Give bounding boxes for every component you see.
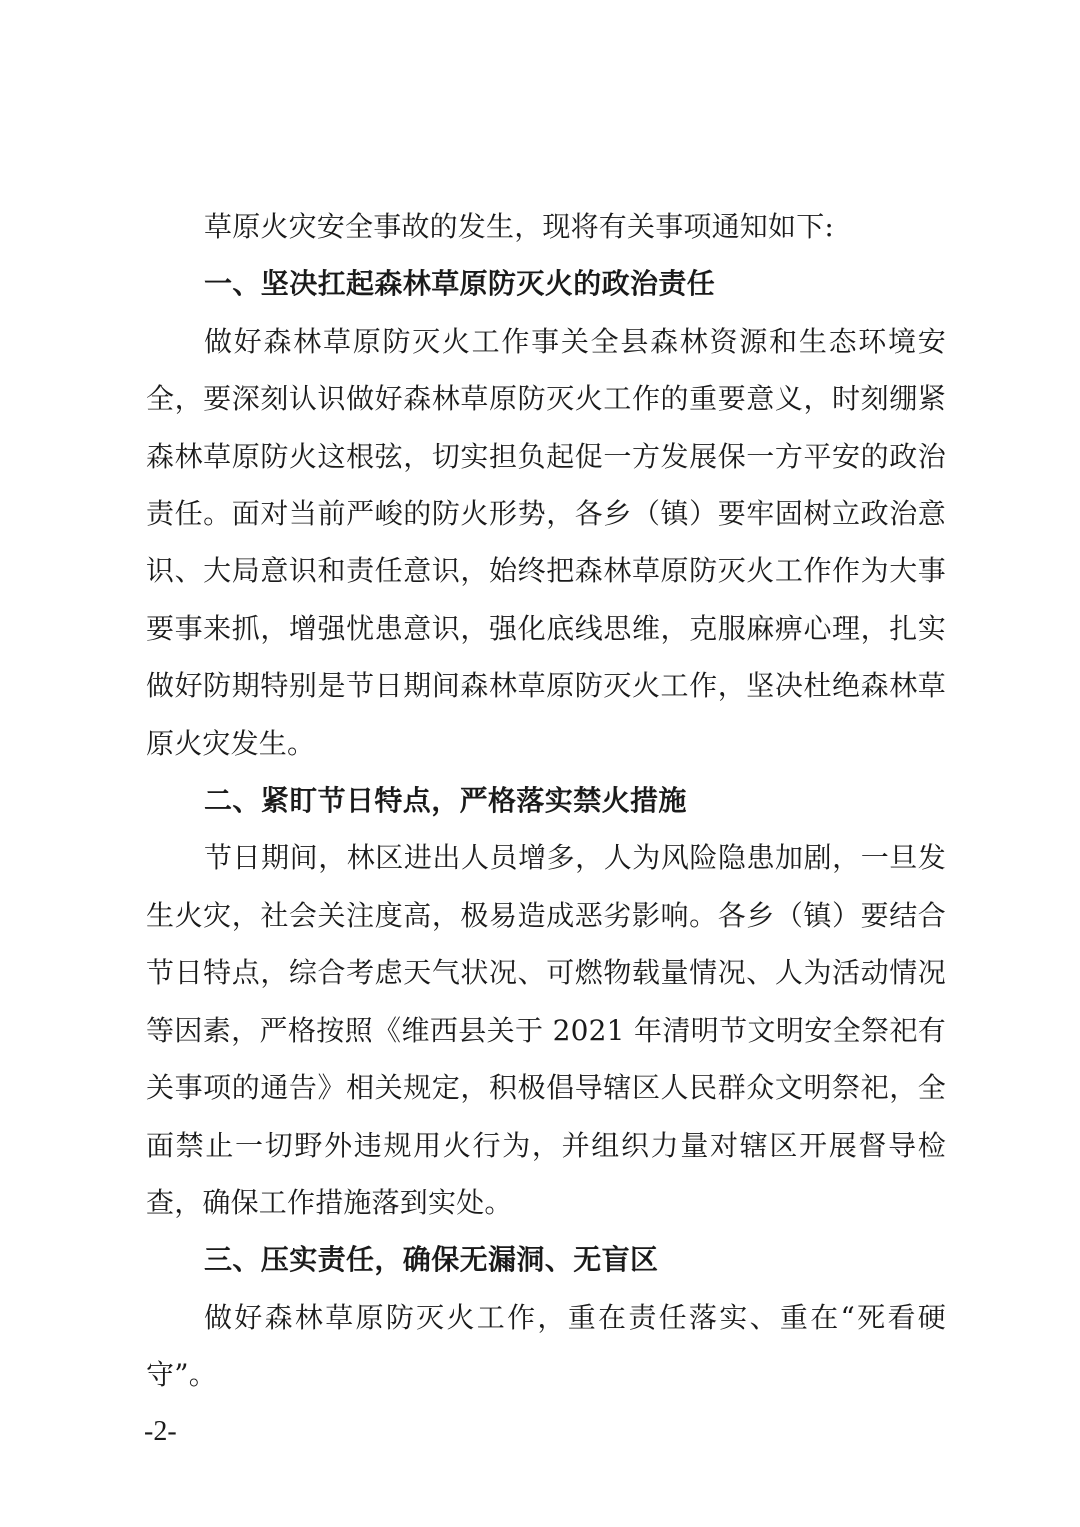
paragraph-section-3: 做好森林草原防灭火工作，重在责任落实、重在“死看硬守”。	[146, 1300, 946, 1392]
page-number: -2-	[144, 1416, 177, 1447]
section-heading-2: 二、紧盯节日特点，严格落实禁火措施	[204, 784, 687, 818]
paragraph-section-2: 节日期间，林区进出人员增多，人为风险隐患加剧，一旦发生火灾，社会关注度高，极易造成恶劣影响。各乡（镇）要结合节日特点，综合考虑天气状况、可燃物载量情况、人为活动情况等因素，严格按照《维西县关于 2021 年清明节文明安全祭祀有关事项的通告》相关规定，积极倡导辖区人民群众文明祭祀，全面禁止一切野外违规用火行为，并组织力量对辖区开展督导检查，确保工作措施落到实处。	[146, 841, 946, 1219]
paragraph-section-1: 做好森林草原防灭火工作事关全县森林资源和生态环境安全，要深刻认识做好森林草原防灭火工作的重要意义，时刻绷紧森林草原防火这根弦，切实担负起促一方发展保一方平安的政治责任。面对当前严峻的防火形势，各乡（镇）要牢固树立政治意识、大局意识和责任意识，始终把森林草原防灭火工作作为大事要事来抓，增强忧患意识，强化底线思维，克服麻痹心理，扎实做好防期特别是节日期间森林草原防灭火工作，坚决杜绝森林草原火灾发生。	[146, 324, 946, 760]
paragraph-intro: 草原火灾安全事故的发生，现将有关事项通知如下:	[204, 210, 835, 243]
document-body	[146, 198, 946, 1404]
section-heading-3: 三、压实责任，确保无漏洞、无盲区	[204, 1243, 659, 1277]
section-heading-1: 一、坚决扛起森林草原防灭火的政治责任	[204, 267, 716, 301]
